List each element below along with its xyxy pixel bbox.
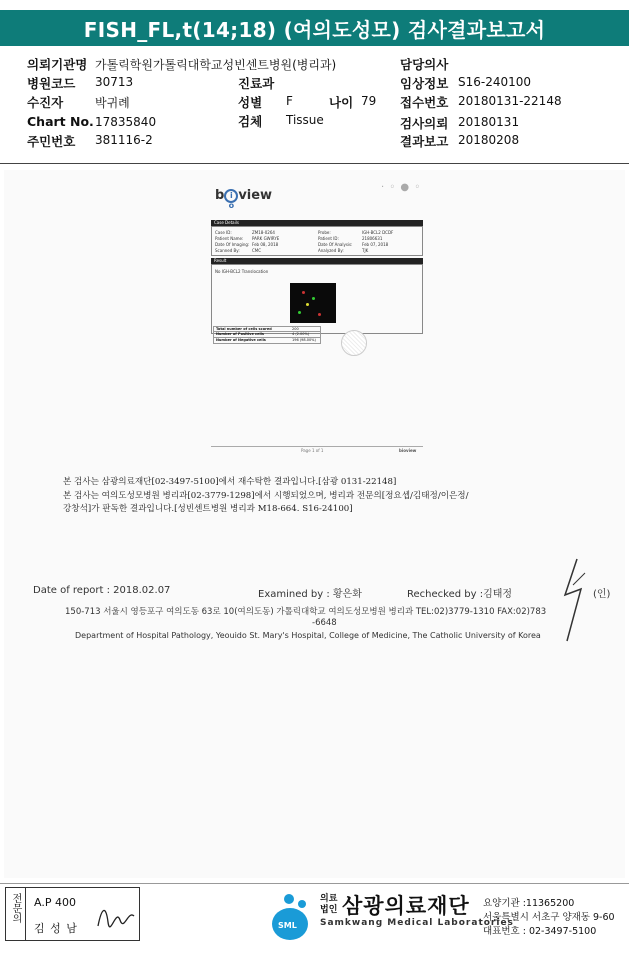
org-english-name: Samkwang Medical Laboratories [320, 918, 514, 928]
specialist-stamp [5, 887, 140, 941]
sex-value: F [286, 94, 293, 108]
case-details-box: Case ID: ZM18-0264 Patient Name: PARK GWIRYE Date Of Imaging: Feb 08, 2018 Scanned By: CMC Probe: IGH-BCL2 DCDF Patient ID: 21806631 Date Of Analysis: Feb 07, 2018 Analyzed By: TJK [211, 226, 423, 256]
contact-phone: 대표번호 : 02-3497-5100 [483, 926, 597, 937]
decor-dots-icon: · ◦ ● ◦ [381, 182, 422, 193]
receipt-label: 접수번호 [400, 95, 449, 110]
receipt-value: 20180131-22148 [458, 94, 562, 108]
chart-label: Chart No. [27, 114, 94, 129]
page-number: Page 1 of 1 [301, 448, 324, 453]
address-line: 150-713 서울시 영등포구 여의도동 63로 10(여의도동) 가톨릭대학교 여의도성모병원 병리과 TEL:02)3779-1310 FAX:02)783 [65, 607, 547, 617]
note-line-3: 강창석]가 판독한 결과입니다.[성빈센트병원 병리과 M18-664. S16-24100] [63, 504, 353, 514]
patient-label: 수진자 [27, 95, 64, 110]
rrn-value: 381116-2 [95, 133, 153, 147]
stats-table [213, 326, 321, 344]
contact-address: 서울특별시 서초구 양재동 9-60 [483, 912, 615, 923]
specimen-label: 검체 [238, 114, 263, 129]
result-value: 20180208 [458, 133, 520, 147]
hospital-code-value: 30713 [95, 75, 134, 89]
fax-tail: -6648 [312, 618, 337, 628]
fish-report-image [211, 180, 423, 455]
department-line: Department of Hospital Pathology, Yeouido St. Mary's Hospital, College of Medicine, The Catholic University of Korea [75, 631, 541, 640]
sml-logo-icon: SML [272, 894, 312, 940]
stats-row: Number of Negative cells 196 (98.00%) [213, 338, 321, 344]
specimen-value: Tissue [286, 113, 324, 127]
date-of-report: Date of report : 2018.02.07 [33, 585, 171, 596]
footer-logo: bioview [399, 448, 417, 453]
report-footer [211, 446, 423, 453]
bottom-divider [0, 883, 629, 884]
seal-mark: (인) [593, 589, 611, 600]
stats-row: Total number of cells scored 200 [213, 326, 321, 332]
clinical-label: 임상정보 [400, 76, 449, 91]
patient-value: 박귀례 [95, 96, 130, 110]
contact-code: 요양기관 :11365200 [483, 898, 575, 909]
result-text: No IGH-BCL2 Translocation [215, 269, 269, 274]
request-label: 검사의뢰 [400, 116, 449, 131]
result-header: Result [211, 258, 423, 264]
hologram-stamp-icon [341, 330, 367, 356]
legal-label-2: 법인 [320, 905, 338, 915]
note-line-2: 본 검사는 여의도성모병원 병리과[02-3779-1298]에서 시행되었으며, 병리과 전문의[정요셉/김태정/이은정/ [63, 491, 469, 501]
rrn-label: 주민번호 [27, 134, 76, 149]
clinical-value: S16-240100 [458, 75, 532, 89]
signature-icon [555, 555, 595, 645]
handwritten-signature-icon [94, 902, 138, 932]
bioview-logo: b i oview [215, 188, 273, 210]
stats-row: Number of Positive cells 4 (2.00%) [213, 332, 321, 338]
doctor-label: 담당의사 [400, 57, 449, 72]
org-name: 삼광의료재단 [342, 894, 470, 918]
case-details-header: Case Details [211, 220, 423, 226]
result-label: 결과보고 [400, 134, 449, 149]
stamp-ap: A.P 400 [34, 896, 76, 909]
referral-label: 의뢰기관명 [27, 57, 88, 72]
chart-value: 17835840 [95, 115, 157, 129]
referral-value: 가톨릭학원가톨릭대학교성빈센트병원(병리과) [95, 58, 337, 72]
fish-cell-image [290, 283, 336, 323]
age-value: 79 [361, 94, 377, 108]
request-value: 20180131 [458, 115, 520, 129]
hospital-code-label: 병원코드 [27, 76, 76, 91]
note-line-1: 본 검사는 삼광의료재단[02-3497-5100]에서 재수탁한 결과입니다.[삼광 0131-22148] [63, 477, 397, 487]
legal-label-1: 의료 [320, 894, 338, 904]
stamp-name: 김 성 남 [34, 922, 78, 935]
examined-by: Examined by : 황은화 [258, 589, 362, 600]
logo-circle-icon: i o [224, 189, 238, 203]
age-label: 나이 [329, 95, 354, 110]
stamp-vertical-label: 전문의 [6, 888, 26, 940]
patient-info [0, 50, 629, 164]
result-box [211, 264, 423, 334]
report-title: FISH_FL,t(14;18) (여의도성모) 검사결과보고서 [0, 10, 629, 46]
dept-label: 진료과 [238, 76, 275, 91]
rechecked-by: Rechecked by :김태정 [407, 589, 513, 600]
sex-label: 성별 [238, 95, 263, 110]
